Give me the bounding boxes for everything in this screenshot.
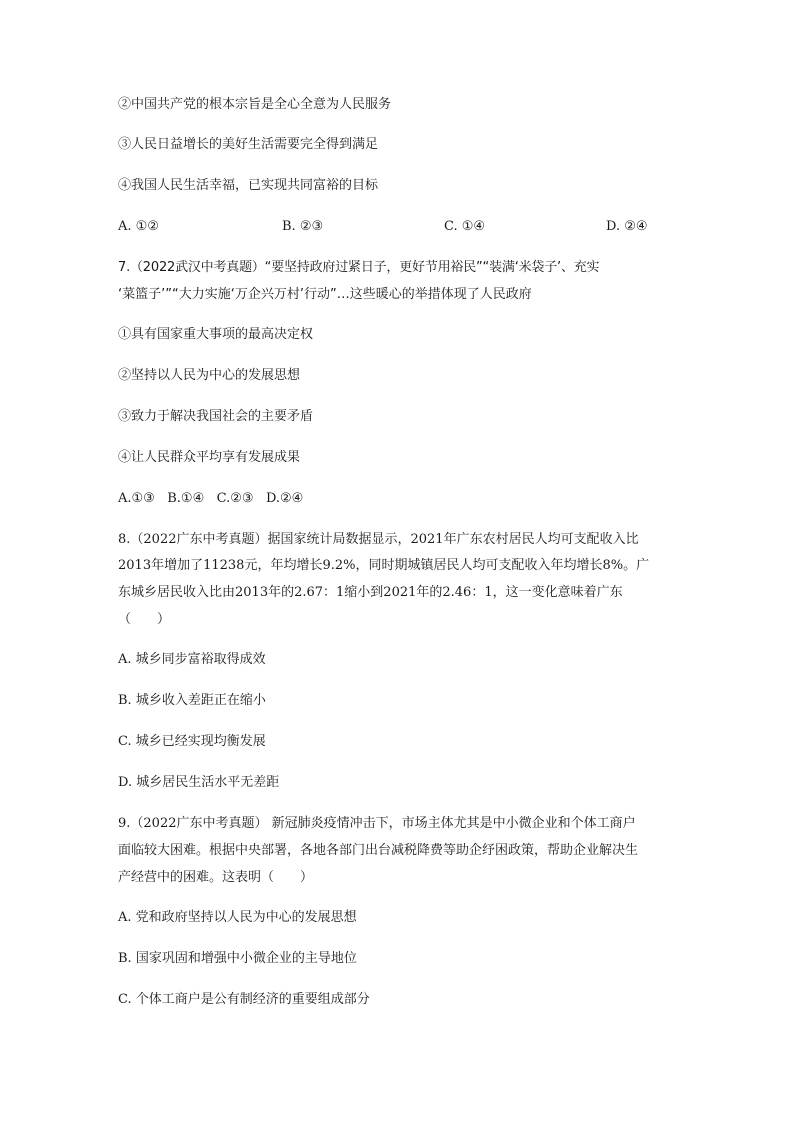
q7-option-4: ④让人民群众平均享有发展成果	[118, 450, 301, 465]
q7-option-3: ③致力于解决我国社会的主要矛盾	[118, 409, 314, 424]
q6-choice-a: A. ①②	[118, 219, 159, 234]
q9-option-a: A. 党和政府坚持以人民为中心的发展思想	[118, 910, 357, 925]
q9-stem-line-2: 面临较大困难。根据中央部署，各地各部门出台减税降费等助企纾困政策，帮助企业解决生	[118, 843, 639, 858]
q8-option-d: D. 城乡居民生活水平无差距	[118, 775, 280, 790]
q6-option-3: ③人民日益增长的美好生活需要完全得到满足	[118, 137, 379, 152]
q7-choices: A.①③ B.①④ C.②③ D.②④	[118, 491, 304, 506]
q8-answer-blank: （ ）	[118, 612, 171, 627]
q6-choice-c: C. ①④	[444, 219, 486, 234]
q8-option-c: C. 城乡已经实现均衡发展	[118, 734, 266, 749]
q9-stem-line-1: 9.（2022广东中考真题） 新冠肺炎疫情冲击下，市场主体尤其是中小微企业和个体工商户	[118, 816, 636, 831]
q6-option-4: ④我国人民生活幸福，已实现共同富裕的目标	[118, 178, 379, 193]
q7-option-2: ②坚持以人民为中心的发展思想	[118, 368, 301, 383]
q6-choice-b: B. ②③	[282, 219, 324, 234]
q9-option-c: C. 个体工商户是公有制经济的重要组成部分	[118, 992, 370, 1007]
q9-stem-line-3: 产经营中的困难。这表明（ ）	[118, 870, 314, 885]
q8-stem-line-1: 8.（2022广东中考真题）据国家统计局数据显示，2021年广东农村居民人均可支配收入比	[118, 532, 639, 547]
q7-stem-line-2: ‘菜篮子’”“大力实施‘万企兴万村’行动”…这些暖心的举措体现了人民政府	[118, 287, 532, 302]
q7-option-1: ①具有国家重大事项的最高决定权	[118, 327, 314, 342]
q7-stem-line-1: 7.（2022武汉中考真题）“要坚持政府过紧日子，更好节用裕民”“装满‘米袋子’、充实	[118, 260, 600, 275]
q6-choice-d: D. ②④	[606, 219, 648, 234]
q8-stem-line-2: 2013年增加了11238元，年均增长9.2%，同时期城镇居民人均可支配收入年均增长8%。广	[118, 558, 650, 573]
q9-option-b: B. 国家巩固和增强中小微企业的主导地位	[118, 951, 357, 966]
q6-option-2: ②中国共产党的根本宗旨是全心全意为人民服务	[118, 97, 392, 112]
q8-option-b: B. 城乡收入差距正在缩小	[118, 693, 266, 708]
q8-option-a: A. 城乡同步富裕取得成效	[118, 652, 266, 667]
q8-stem-line-3: 东城乡居民收入比由2013年的2.67：1缩小到2021年的2.46：1，这一变化意味着广东	[118, 585, 623, 600]
